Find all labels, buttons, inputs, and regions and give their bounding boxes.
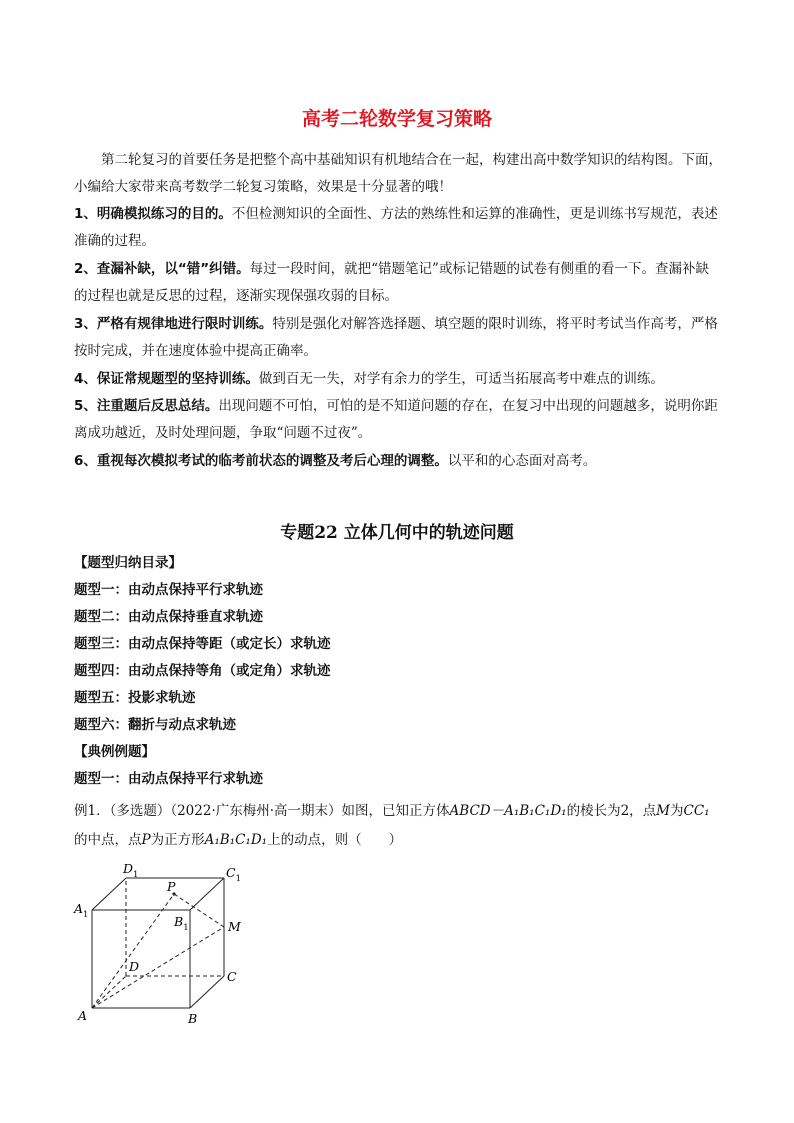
strategy-text: 特别是强化对解答选择题、填空题的限时训练，将平时考试当作高考，严格按时完成，并在速度体验中提高正确率。 (74, 316, 718, 359)
catalog-item: 题型二：由动点保持垂直求轨迹 (74, 609, 263, 625)
strategy-text: 出现问题不可怕，可怕的是不知道问题的存在，在复习中出现的问题越多，说明你距离成功越近，及时处理问题，争取“问题不过夜”。 (74, 398, 718, 441)
edge-b-c (190, 976, 224, 1008)
strategy-item-2 (74, 256, 722, 310)
example-text: 为 (670, 803, 684, 819)
example-1-line-1 (74, 799, 734, 823)
strategy-item-5 (74, 393, 722, 447)
example-text: 为正方形 (150, 832, 205, 848)
strategy-lead: 1、明确模拟练习的目的。 (74, 206, 232, 222)
example-text: 的棱长为2，点 (566, 803, 657, 819)
strategy-text: 做到百无一失，对学有余力的学生，可适当拓展高考中难点的训练。 (258, 371, 664, 387)
edge-cc1: CC₁ (683, 803, 710, 819)
example-text: 的中点，点 (74, 832, 142, 848)
example-1-line-2 (74, 828, 734, 852)
point-p: P (141, 832, 151, 848)
vertex-label-c: C (227, 969, 237, 984)
edge-d1-a1 (92, 878, 126, 910)
strategy-text: 不但检测知识的全面性、方法的熟练性和运算的准确性，更是训练书写规范，表述准确的过程。 (74, 206, 718, 249)
hidden-edge-a-d (92, 976, 126, 1008)
strategy-lead: 2、查漏补缺，以“错”纠错。 (74, 261, 250, 277)
example-type-heading: 题型一：由动点保持平行求轨迹 (74, 771, 263, 787)
strategy-item-1 (74, 201, 722, 255)
vertex-label-d: D (129, 959, 140, 974)
catalog-item: 题型五：投影求轨迹 (74, 690, 196, 706)
vertex-label-c1: $C_1$ (226, 865, 241, 884)
strategy-item-4 (74, 366, 722, 393)
strategy-text: 每过一段时间，就把“错题笔记”或标记错题的试卷有侧重的看一下。查漏补缺的过程也就是反思的过程，逐渐实现保强攻弱的目标。 (74, 261, 709, 304)
example-text: 上的动点，则（ ） (267, 832, 403, 848)
vertex-label-b: B (188, 1011, 198, 1026)
vertex-label-a1: $A_1$ (74, 901, 89, 920)
vertex-label-b1: $B_1$ (174, 914, 189, 933)
catalog-item: 题型一：由动点保持平行求轨迹 (74, 582, 263, 598)
catalog-item: 题型三：由动点保持等距（或定长）求轨迹 (74, 636, 331, 652)
segment-a-m (92, 927, 224, 1008)
strategy-lead: 6、重视每次模拟考试的临考前状态的调整及考后心理的调整。 (74, 453, 448, 469)
square-name: A₁B₁C₁D₁ (204, 832, 268, 848)
strategy-lead: 4、保证常规题型的坚持训练。 (74, 371, 259, 387)
cube-name: ABCD－A₁B₁C₁D₁ (449, 803, 567, 819)
strategy-text: 以平和的心态面对高考。 (447, 453, 597, 469)
cube-figure (66, 858, 256, 1030)
point-m: M (656, 803, 670, 819)
segment-a-p (92, 894, 174, 1008)
section-title: 专题22 立体几何中的轨迹问题 (280, 523, 514, 543)
catalog-item: 题型四：由动点保持等角（或定角）求轨迹 (74, 663, 331, 679)
catalog-heading: 【题型归纳目录】 (74, 555, 182, 571)
point-label-m: M (228, 919, 241, 934)
strategy-item-3 (74, 311, 722, 365)
strategy-lead: 5、注重题后反思总结。 (74, 398, 219, 414)
strategy-item-6 (74, 448, 722, 475)
edge-b1-c1 (190, 878, 224, 910)
intro-paragraph: 第二轮复习的首要任务是把整个高中基础知识有机地结合在一起，构建出高中数学知识的结构图。下面，小编给大家带来高考数学二轮复习策略，效果是十分显著的哦！ (74, 152, 722, 195)
page-title: 高考二轮数学复习策略 (301, 108, 492, 130)
examples-heading: 【典例例题】 (74, 744, 155, 760)
point-label-p: P (167, 879, 176, 894)
strategy-lead: 3、严格有规律地进行限时训练。 (74, 316, 273, 332)
catalog-item: 题型六：翻折与动点求轨迹 (74, 717, 236, 733)
example-text: 例1．（多选题）（2022·广东梅州·高一期末）如图，已知正方体 (74, 803, 450, 819)
vertex-label-a: A (78, 1008, 88, 1023)
vertex-label-d1: $D_1$ (123, 861, 139, 880)
